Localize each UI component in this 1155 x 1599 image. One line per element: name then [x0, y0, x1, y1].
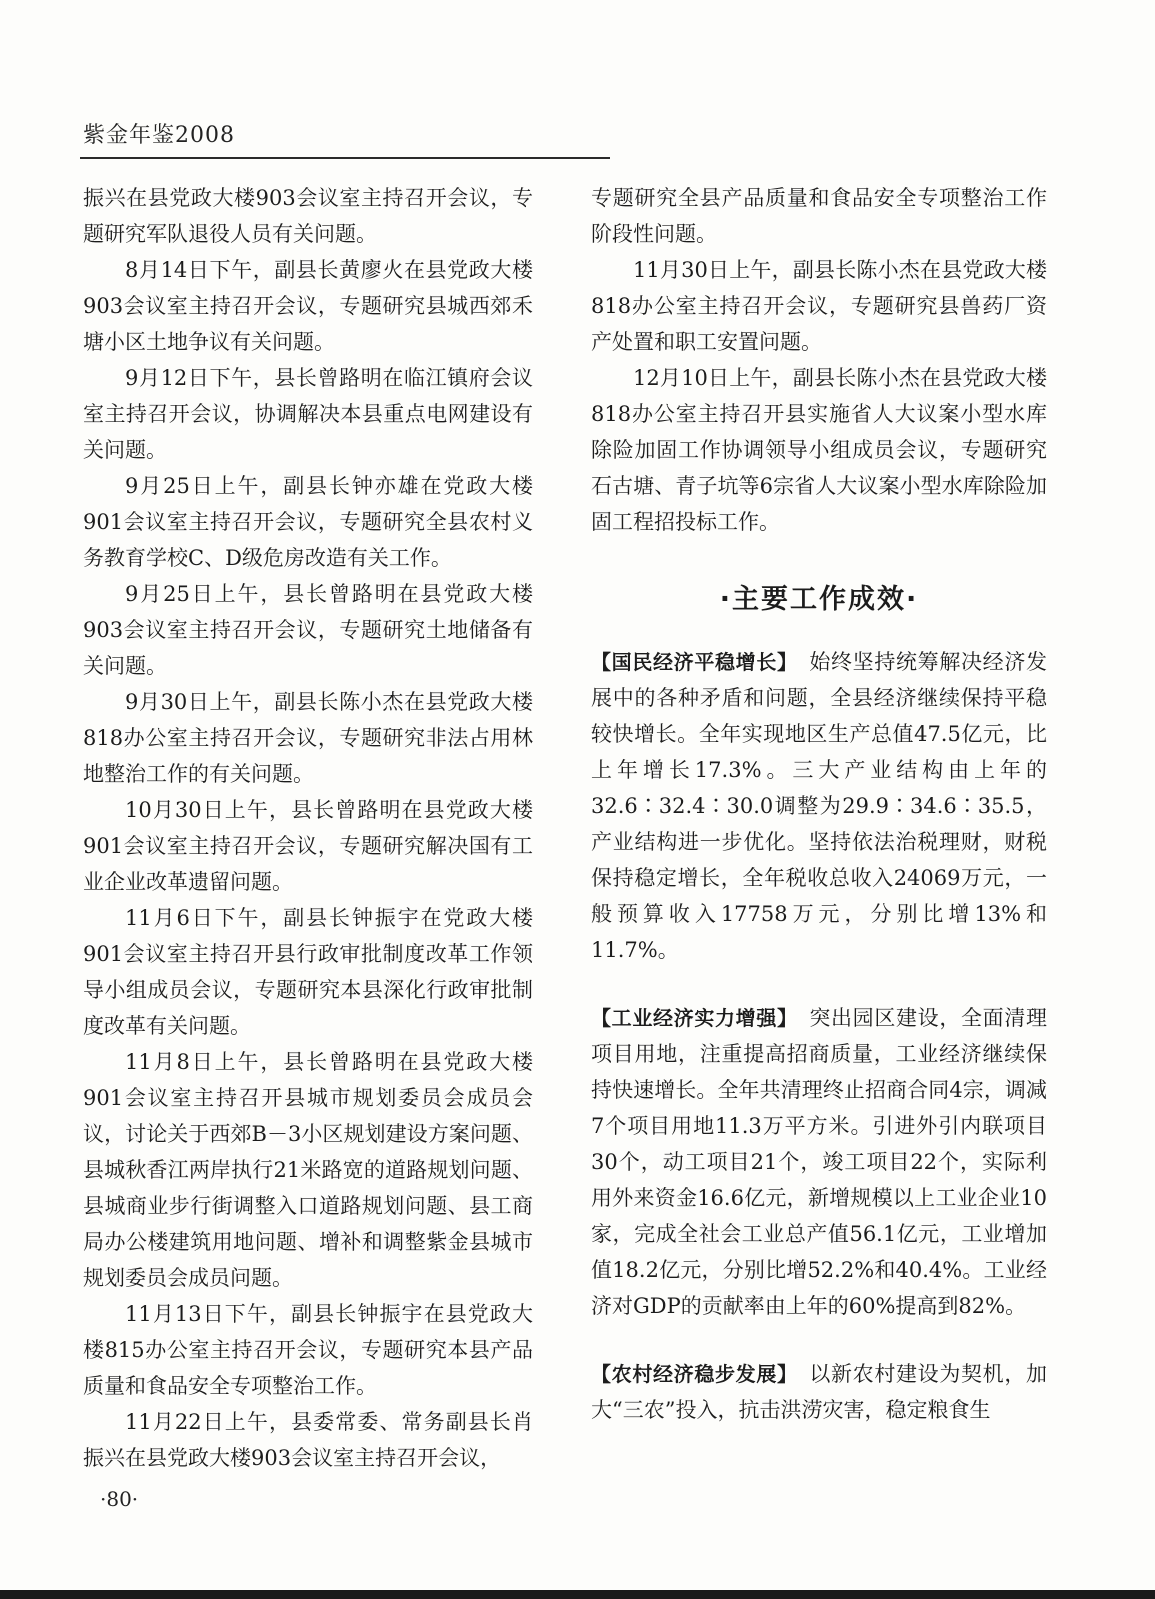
header-rule: [80, 157, 610, 159]
achievement-entry: [591, 644, 1047, 968]
entry-text: 以新农村建设为契机，加大“三农”投入，抗击洪涝灾害，稳定粮食生: [591, 1362, 1048, 1422]
bottom-scan-edge: [0, 1590, 1155, 1599]
paragraph: 振兴在县党政大楼903会议室主持召开会议，专题研究军队退役人员有关问题。: [83, 186, 533, 246]
achievement-entry: [591, 1356, 1047, 1428]
paragraph: 11月8日上午，县长曾路明在县党政大楼901会议室主持召开县城市规划委员会成员会议，讨论关于西郊B－3小区规划建设方案问题、县城秋香江两岸执行21米路宽的道路规划问题、县城商业步行街调整入口道路规划问题、县工商局办公楼建筑用地问题、增补和调整紫金县城市规划委员会成员问题。: [83, 1050, 533, 1290]
right-column: [591, 180, 1047, 1460]
running-header: 紫金年鉴2008: [83, 123, 235, 148]
paragraph: 专题研究全县产品质量和食品安全专项整治工作阶段性问题。: [591, 186, 1047, 246]
paragraph: 8月14日下午，副县长黄廖火在县党政大楼903会议室主持召开会议，专题研究县城西郊禾塘小区土地争议有关问题。: [83, 258, 533, 354]
paragraph: 11月6日下午，副县长钟振宇在党政大楼901会议室主持召开县行政审批制度改革工作领导小组成员会议，专题研究本县深化行政审批制度改革有关问题。: [83, 906, 533, 1038]
section-title: ·主要工作成效·: [719, 584, 919, 615]
entry-text: 始终坚持统筹解决经济发展中的各种矛盾和问题，全县经济继续保持平稳较快增长。全年实现地区生产总值47.5亿元，比上年增长17.3%。三大产业结构由上年的32.6∶32.4∶30.0调整为29.9∶34.6∶35.5，产业结构进一步优化。坚持依法治税理财，财税保持稳定增长，全年税收总收入24069万元，一般预算收入17758万元，分别比增13%和11.7%。: [591, 650, 1048, 962]
paragraph: 10月30日上午，县长曾路明在县党政大楼901会议室主持召开会议，专题研究解决国有工业企业改革遗留问题。: [83, 798, 533, 894]
left-column: [83, 180, 533, 1476]
entry-heading: 【工业经济实力增强】: [591, 1006, 788, 1030]
paragraph: 11月13日下午，副县长钟振宇在县党政大楼815办公室主持召开会议，专题研究本县产品质量和食品安全专项整治工作。: [83, 1302, 533, 1398]
section-entries: [591, 644, 1047, 1428]
page-number: ·80·: [100, 1487, 139, 1511]
paragraph: 11月22日上午，县委常委、常务副县长肖振兴在县党政大楼903会议室主持召开会议，: [83, 1410, 533, 1470]
right-paragraphs: [591, 180, 1047, 540]
entry-text: 突出园区建设，全面清理项目用地，注重提高招商质量，工业经济继续保持快速增长。全年共清理终止招商合同4宗，调减7个项目用地11.3万平方米。引进外引内联项目30个，动工项目21个，竣工项目22个，实际利用外来资金16.6亿元，新增规模以上工业企业10家，完成全社会工业总产值56.1亿元，工业增加值18.2亿元，分别比增52.2%和40.4%。工业经济对GDP的贡献率由上年的60%提高到82%。: [591, 1006, 1048, 1318]
entry-heading: 【农村经济稳步发展】: [591, 1362, 788, 1386]
paragraph: 9月30日上午，副县长陈小杰在县党政大楼818办公室主持召开会议，专题研究非法占用林地整治工作的有关问题。: [83, 690, 533, 786]
paragraph: 11月30日上午，副县长陈小杰在县党政大楼818办公室主持召开会议，专题研究县兽药厂资产处置和职工安置问题。: [591, 258, 1047, 354]
paragraph: 9月25日上午，副县长钟亦雄在党政大楼901会议室主持召开会议，专题研究全县农村义务教育学校C、D级危房改造有关工作。: [83, 474, 533, 570]
paragraph: 9月12日下午，县长曾路明在临江镇府会议室主持召开会议，协调解决本县重点电网建设有关问题。: [83, 366, 533, 462]
paragraph: 9月25日上午，县长曾路明在县党政大楼903会议室主持召开会议，专题研究土地储备有关问题。: [83, 582, 533, 678]
entry-heading: 【国民经济平稳增长】: [591, 650, 788, 674]
achievement-entry: [591, 1000, 1047, 1324]
paragraph: 12月10日上午，副县长陈小杰在县党政大楼818办公室主持召开县实施省人大议案小型水库除险加固工作协调领导小组成员会议，专题研究石古塘、青子坑等6宗省人大议案小型水库除险加固工程招投标工作。: [591, 366, 1047, 534]
